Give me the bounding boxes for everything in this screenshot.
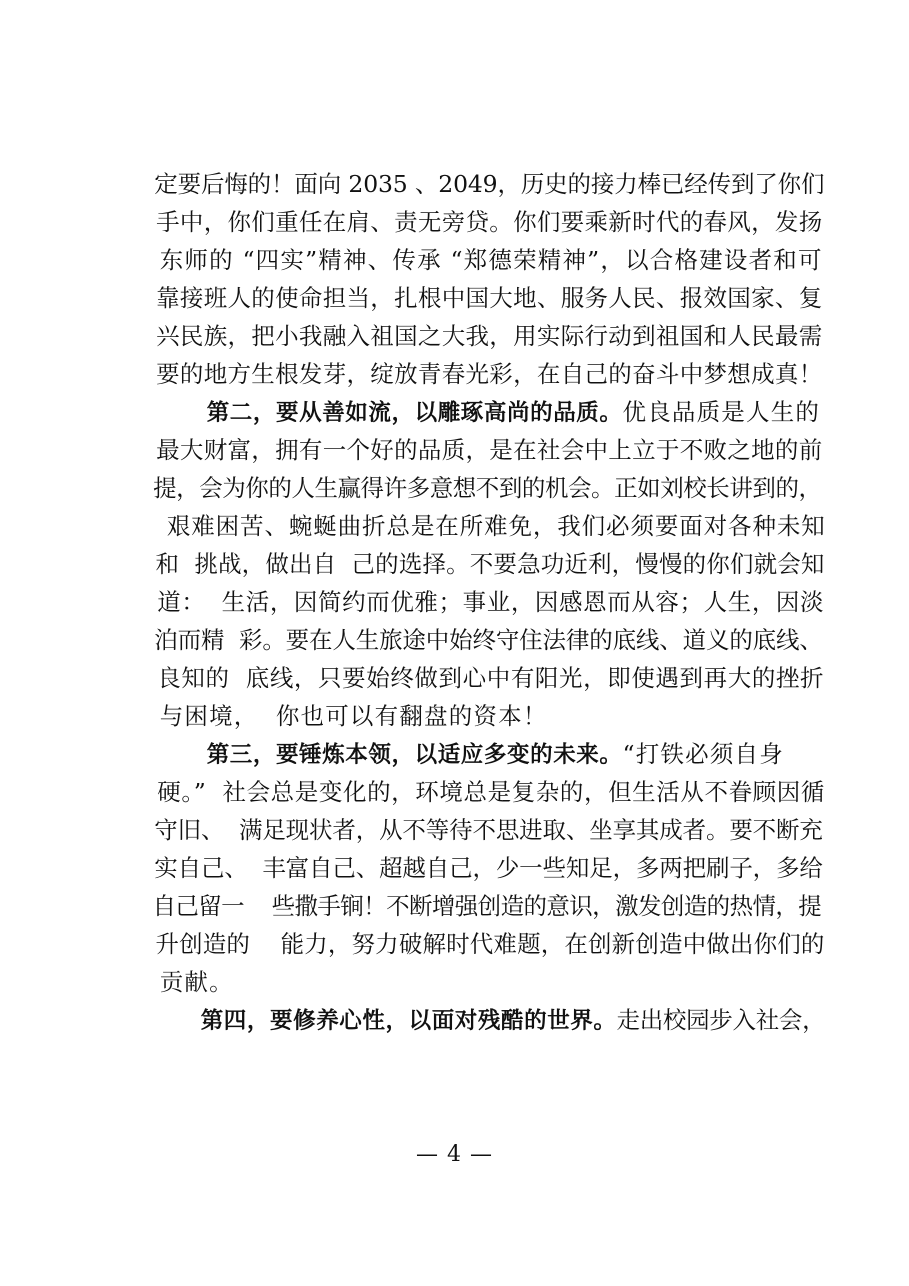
line-text: 与困境， 你也可以有翻盘的资本！	[159, 702, 548, 730]
line-text: 硬。” 社会总是变化的，环境总是复杂的，但生活从不眷顾因循	[157, 778, 825, 806]
paragraph-heading: 第二，要从善如流，以雕琢高尚的品质。	[206, 400, 623, 426]
line-text: 走出校园步入社会，	[616, 1006, 826, 1034]
line-text: 艰难困苦、蜿蜒曲折总是在所难免，我们必须要面对各种未知	[158, 512, 826, 540]
line-text: 最大财富，拥有一个好的品质，是在社会中上立于不败之地的前	[156, 436, 823, 464]
line-text: 要的地方生根发芽，绽放青春光彩，在自己的奋斗中梦想成真！	[156, 360, 823, 388]
line-text: 守旧、 满足现状者，从不等待不思进取、坐享其成者。要不断充	[154, 816, 823, 844]
line-text: 优良品质是人生的	[622, 398, 821, 426]
line-text: 升创造的 能力，努力破解时代难题，在创新创造中做出你们的	[155, 930, 825, 958]
line-text: 定要后悔的！面向 2035 、2049，历史的接力棒已经传到了你们	[154, 170, 825, 198]
line-text: 手中，你们重任在肩、责无旁贷。你们要乘新时代的春风，发扬	[156, 208, 823, 236]
paragraph-heading: 第四，要修养心性，以面对残酷的世界。	[200, 1008, 617, 1034]
line-text: 实自己、 丰富自己、超越自己，少一些知足，多两把刷子，多给	[154, 854, 823, 882]
line-text: 贡献。	[159, 968, 234, 996]
line-text: 道： 生活，因简约而优雅；事业，因感恩而从容；人生，因淡	[157, 588, 825, 616]
line-text: 提，会为你的人生赢得许多意想不到的机会。正如刘校长讲到的，	[153, 474, 822, 502]
line-text: 东师的 “四实”精神、传承 “郑德荣精神”，以合格建设者和可	[159, 246, 823, 274]
line-text: 和 挑战，做出自 己的选择。不要急功近利，慢慢的你们就会知	[155, 550, 825, 578]
line-text: 靠接班人的使命担当，扎根中国大地、服务人民、报效国家、复	[156, 284, 823, 312]
paragraph-heading: 第三，要锤炼本领，以适应多变的未来。	[206, 742, 623, 768]
line-text: 良知的 底线，只要始终做到心中有阳光，即使遇到再大的挫折	[157, 664, 825, 692]
line-text: 自己留一 些撒手锏！不断增强创造的意识，激发创造的热情，提	[152, 892, 822, 920]
paragraph-heading-line	[172, 978, 825, 1063]
line-text: 泊而精 彩。要在人生旅途中始终守住法律的底线、道义的底线、	[154, 626, 823, 654]
page-number: — 4 —	[416, 1142, 493, 1167]
line-text: 兴民族，把小我融入祖国之大我，用实际行动到祖国和人民最需	[156, 322, 823, 350]
line-text: “打铁必须自身	[622, 740, 784, 768]
